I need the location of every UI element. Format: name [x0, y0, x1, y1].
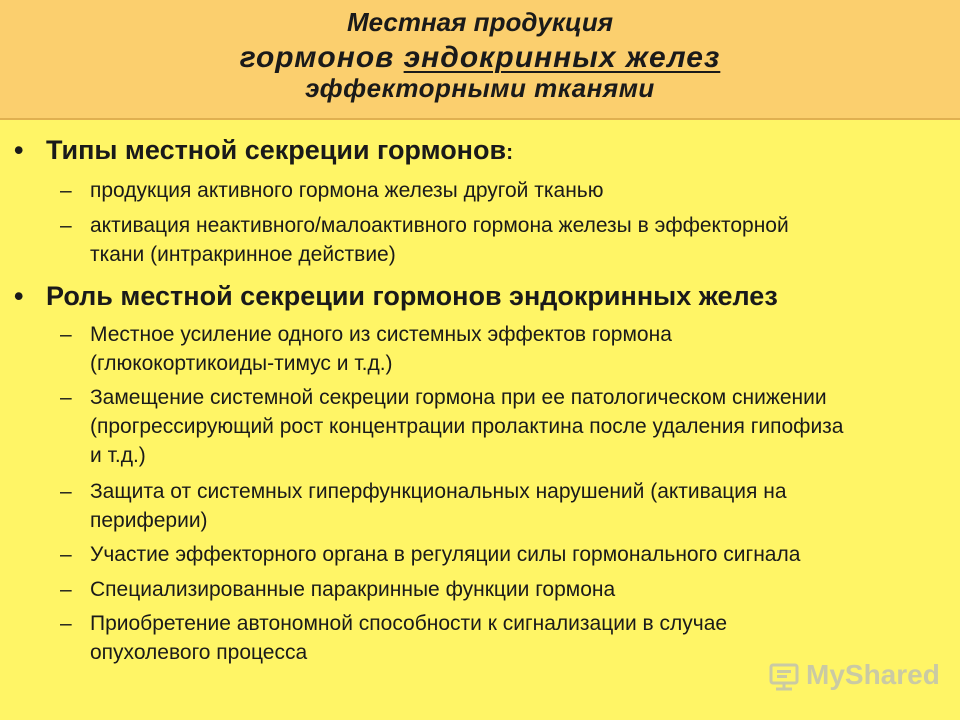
- list-item-text: и т.д.): [90, 444, 146, 467]
- section-heading-types: [0, 134, 960, 166]
- list-item-text: Участие эффекторного органа в регуляции силы гормонального сигнала: [90, 543, 801, 566]
- title-line-1: Местная продукция: [346, 7, 614, 37]
- dash-marker: –: [60, 323, 72, 346]
- title-line-2: [0, 40, 960, 76]
- section-heading-text: Роль местной секреции гормонов эндокринных желез: [46, 281, 778, 311]
- list-item-text: продукция активного гормона железы другой тканью: [90, 179, 604, 202]
- section-heading-role: [0, 280, 960, 312]
- bullet-marker: •: [14, 135, 24, 165]
- watermark-text: MyShared: [806, 659, 940, 690]
- title-line-2-part-1: гормонов: [239, 41, 404, 74]
- dash-marker: –: [60, 578, 72, 601]
- list-item-text: Специализированные паракринные функции гормона: [90, 578, 616, 601]
- presentation-board-icon: [768, 659, 800, 691]
- list-item-text: периферии): [90, 509, 208, 532]
- title-line-3: эффекторными тканями: [305, 73, 655, 103]
- dash-marker: –: [60, 386, 72, 409]
- dash-marker: –: [60, 179, 72, 202]
- list-item-text: Местное усиление одного из системных эффектов гормона: [90, 323, 672, 346]
- list-item-text: ткани (интракринное действие): [90, 243, 396, 266]
- bullet-marker: •: [14, 281, 24, 311]
- list-item-text: Приобретение автономной способности к сигнализации в случае: [90, 612, 728, 635]
- dash-marker: –: [60, 480, 72, 503]
- list-item-text: Защита от системных гиперфункциональных нарушений (активация на: [90, 480, 787, 503]
- list-item-text: опухолевого процесса: [90, 641, 308, 664]
- section-heading-text: Типы местной секреции гормонов:: [46, 135, 514, 165]
- list-item-text: (прогрессирующий рост концентрации пролактина после удаления гипофиза: [90, 415, 844, 438]
- slide-title-banner: [0, 0, 960, 120]
- list-item-text: Замещение системной секреции гормона при ее патологическом снижении: [90, 386, 827, 409]
- dash-marker: –: [60, 214, 72, 237]
- list-item-text: активация неактивного/малоактивного гормона железы в эффекторной: [90, 214, 789, 237]
- dash-marker: –: [60, 543, 72, 566]
- list-item-text: (глюкокортикоиды-тимус и т.д.): [90, 352, 393, 375]
- dash-marker: –: [60, 612, 72, 635]
- title-line-2-underlined: эндокринных желез: [403, 41, 721, 74]
